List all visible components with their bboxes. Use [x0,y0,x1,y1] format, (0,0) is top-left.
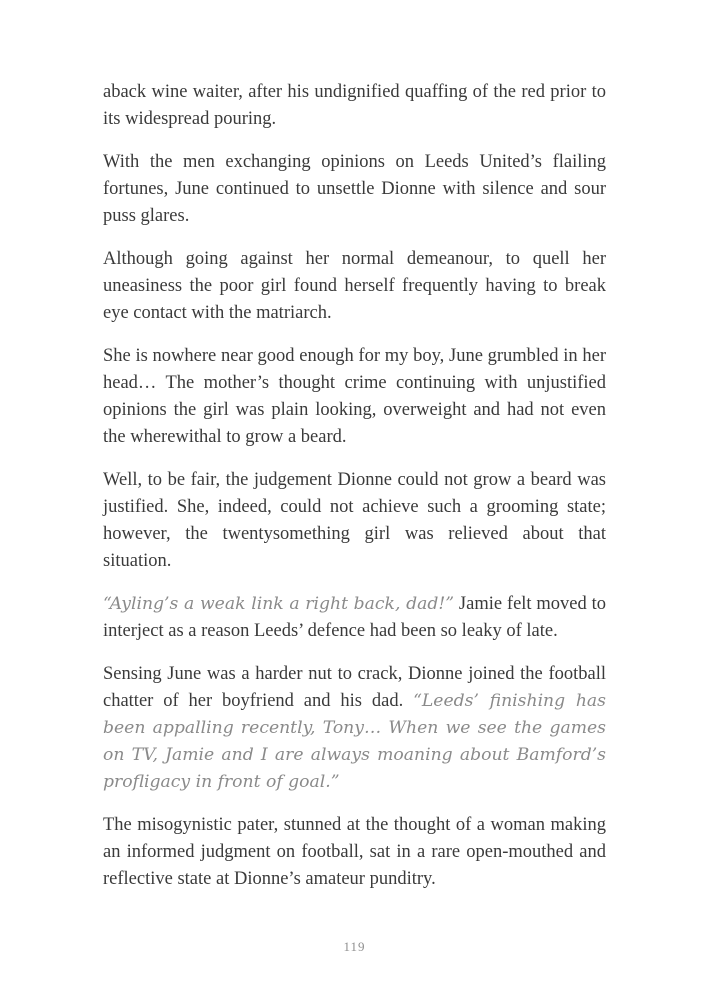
paragraph-1 [103,79,606,133]
paragraph-4 [103,343,606,451]
paragraph-7 [103,661,606,796]
paragraph-6 [103,591,606,645]
text-run: Although going against her normal demeanour, to quell her uneasiness the poor girl found herself frequently having to break eye contact with the matriarch. [103,249,606,323]
page-content [103,79,606,893]
quote-run: “Leeds’ finishing has been appalling recently, Tony… When we see the games on TV, Jamie and I are always moaning about Bamford’s profligacy in front of goal.” [103,691,606,792]
text-run: Jamie felt moved to interject as a reason Leeds’ defence had been so leaky of late. [103,594,606,641]
text-run: Sensing June was a harder nut to crack, Dionne joined the football chatter of her boyfriend and his dad. [103,664,606,711]
text-run: With the men exchanging opinions on Leeds United’s flailing fortunes, June continued to unsettle Dionne with silence and sour puss glares. [103,152,606,226]
paragraph-3 [103,246,606,327]
paragraph-5 [103,467,606,575]
text-run: Well, to be fair, the judgement Dionne could not grow a beard was justified. She, indeed, could not achieve such a grooming state; however, the twentysomething girl was relieved about that situation. [103,470,606,571]
text-run: aback wine waiter, after his undignified quaffing of the red prior to its widespread pouring. [103,82,606,129]
text-run: The misogynistic pater, stunned at the thought of a woman making an informed judgment on football, sat in a rare open-mouthed and reflective state at Dionne’s amateur punditry. [103,815,606,889]
paragraph-2 [103,149,606,230]
paragraph-8 [103,812,606,893]
quote-run: “Ayling’s a weak link a right back, dad!” [103,594,455,614]
text-run: She is nowhere near good enough for my boy, June grumbled in her head… The mother’s thought crime continuing with unjustified opinions the girl was plain looking, overweight and had not even the wherewithal to grow a beard. [103,346,606,447]
page-number: 119 [343,939,366,954]
